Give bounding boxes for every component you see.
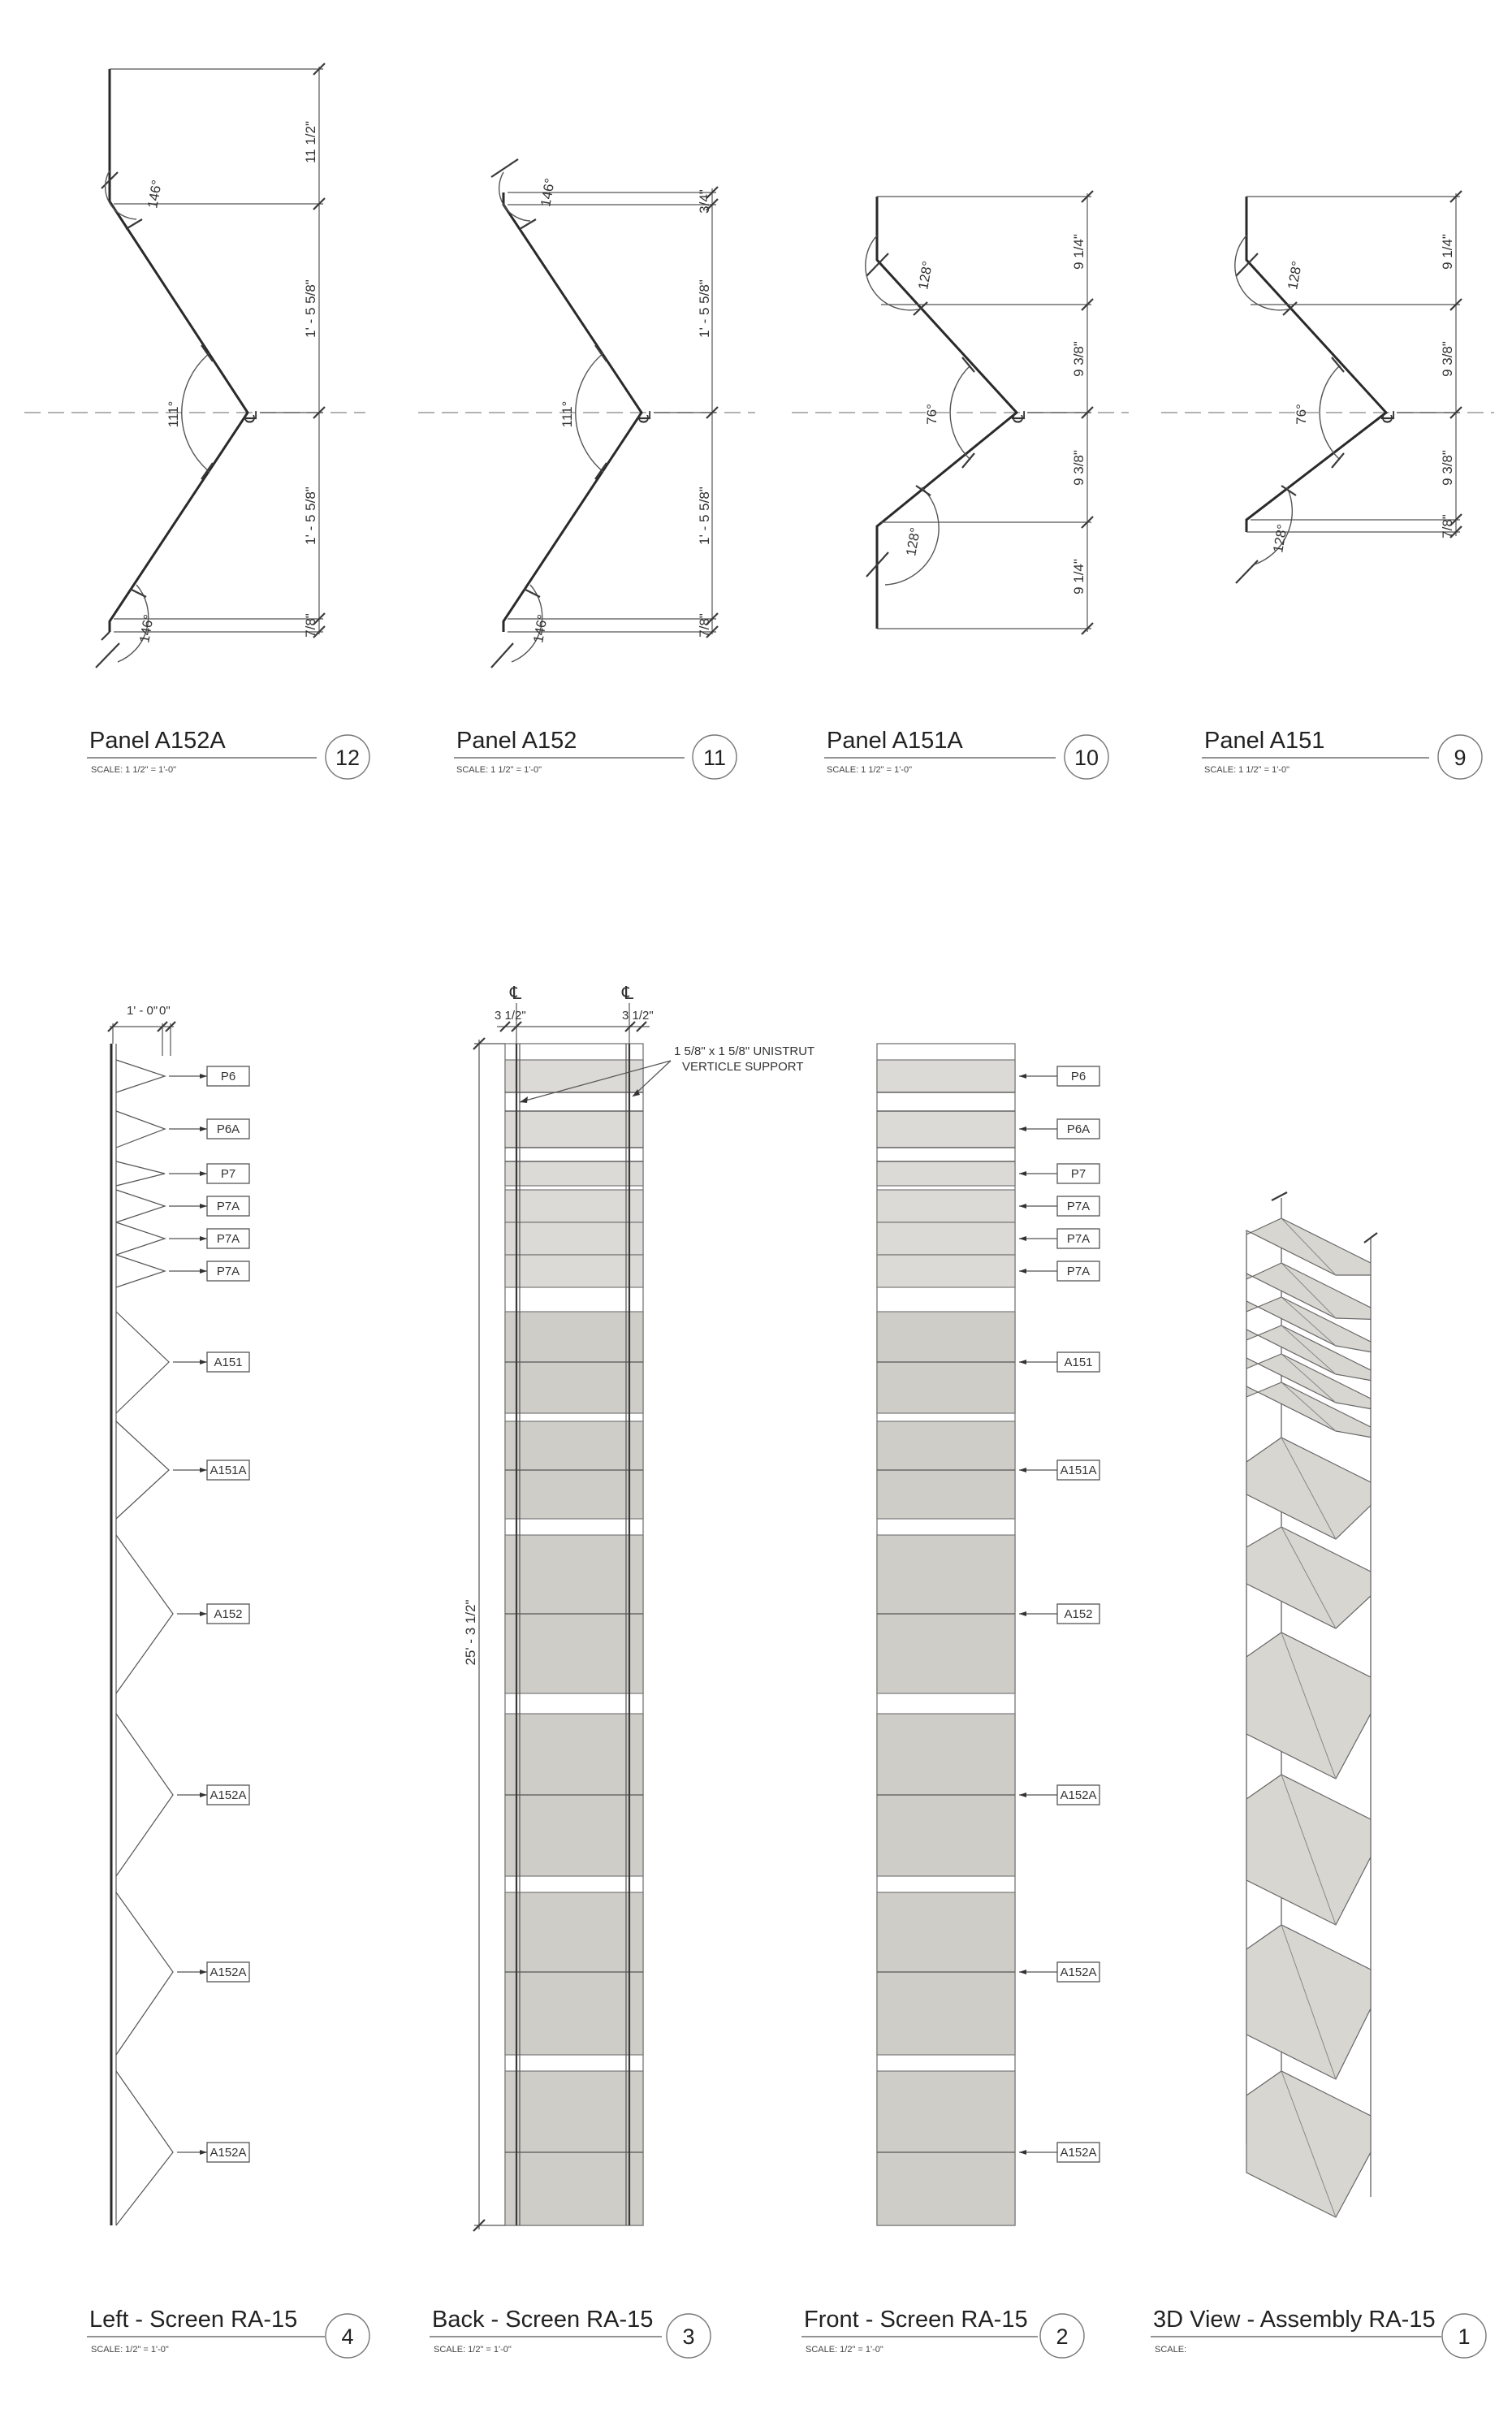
dim-text: 0" xyxy=(159,1004,171,1018)
dim-text: 9 1/4" xyxy=(1071,234,1086,270)
panel-tag-label: P7 xyxy=(1070,1167,1086,1181)
arrow-icon xyxy=(200,1792,207,1797)
view-number: 9 xyxy=(1454,746,1467,770)
front-panel xyxy=(877,1111,1015,1148)
view-number: 3 xyxy=(682,2324,695,2349)
view-scale: SCALE: 1/2" = 1'-0" xyxy=(91,2345,169,2355)
panel-tag-label: A152A xyxy=(210,2146,247,2160)
view-number: 1 xyxy=(1458,2324,1471,2349)
panel-tag-label: P7A xyxy=(1066,1232,1091,1246)
back-panel xyxy=(505,1161,643,1186)
view-number: 2 xyxy=(1056,2324,1069,2349)
arrow-icon xyxy=(200,1074,207,1079)
dim-text: 3 1/2" xyxy=(622,1009,654,1023)
detail-title: Panel A151 xyxy=(1204,728,1325,754)
iso-panels xyxy=(1246,1218,1371,2217)
callout-note: VERTICLE SUPPORT xyxy=(682,1060,804,1074)
view-title: Left - Screen RA-15 xyxy=(89,2307,298,2333)
panel-tag-label: P6 xyxy=(220,1070,236,1083)
angle-text: 128° xyxy=(915,260,935,292)
panel-profile xyxy=(116,1111,165,1148)
panel-profile xyxy=(116,2071,173,2225)
dim-text: 7/8" xyxy=(697,613,712,638)
panel-profile xyxy=(116,1714,173,1876)
detail-scale: SCALE: 1 1/2" = 1'-0" xyxy=(827,765,912,775)
angle-text: 146° xyxy=(530,613,551,645)
view-scale: SCALE: xyxy=(1155,2345,1187,2355)
centerline-symbol: ℄ xyxy=(634,410,654,423)
arrow-icon xyxy=(1019,1127,1026,1131)
panel-tag-label: A151A xyxy=(210,1464,247,1477)
angle-text: 146° xyxy=(136,613,157,645)
panel-profile xyxy=(116,1312,169,1413)
angle-text: 128° xyxy=(1285,260,1305,292)
view-title: Back - Screen RA-15 xyxy=(432,2307,654,2333)
angle-text: 146° xyxy=(538,177,558,209)
panel-tag-label: P7A xyxy=(1066,1200,1091,1213)
arrow-icon xyxy=(1019,1611,1026,1616)
iso-assembly-view xyxy=(1151,1192,1486,2358)
front-panel-bands xyxy=(877,1060,1015,2225)
panel-tag-label: A152A xyxy=(1060,2146,1097,2160)
front-panel xyxy=(877,1161,1015,1186)
panel-profile xyxy=(116,1421,169,1519)
detail-panel-a151a xyxy=(792,191,1129,779)
dim-text: 3 1/2" xyxy=(495,1009,526,1023)
arrow-icon xyxy=(1019,1360,1026,1364)
front-panel xyxy=(877,1255,1015,1287)
panel-profile xyxy=(116,1060,165,1092)
angle-text: 76° xyxy=(924,404,940,425)
panel-tag-label: A152A xyxy=(1060,1965,1097,1979)
panel-profile xyxy=(116,1535,173,1693)
angle-text: 111° xyxy=(559,400,575,428)
arrow-icon xyxy=(200,1236,207,1241)
panel-profile xyxy=(116,1255,165,1287)
panel-tag-label: P7A xyxy=(216,1200,240,1213)
dim-text: 1' - 5 5/8" xyxy=(303,486,318,545)
centerline-symbol: ℄ xyxy=(1378,410,1398,423)
arrow-icon xyxy=(1019,1074,1026,1079)
dim-text: 9 3/8" xyxy=(1071,450,1086,486)
panel-tag-label: P7A xyxy=(216,1265,240,1278)
arrow-icon xyxy=(200,2150,207,2155)
panel-tag-label: P6A xyxy=(1066,1122,1091,1136)
angle-text: 128° xyxy=(1270,523,1290,555)
arrow-icon xyxy=(1019,1792,1026,1797)
back-panel xyxy=(505,1255,643,1287)
detail-scale: SCALE: 1 1/2" = 1'-0" xyxy=(1204,765,1290,775)
callout-note: 1 5/8" x 1 5/8" UNISTRUT xyxy=(674,1044,815,1058)
panel-tag-label: A151 xyxy=(214,1356,243,1369)
panel-profile xyxy=(116,1222,165,1255)
detail-title: Panel A152A xyxy=(89,728,226,754)
back-screen-view xyxy=(430,983,814,2358)
panel-tag-label: A152A xyxy=(1060,1788,1097,1802)
front-panel xyxy=(877,1060,1015,1092)
angle-text: 76° xyxy=(1294,404,1309,425)
arrow-icon xyxy=(1019,1468,1026,1472)
panel-tag-label: A152A xyxy=(210,1788,247,1802)
panel-tag-label: P7A xyxy=(216,1232,240,1246)
detail-title: Panel A151A xyxy=(827,728,963,754)
centerline-symbol: ℄ xyxy=(510,983,522,1003)
dim-text: 11 1/2" xyxy=(303,120,318,164)
back-panel xyxy=(505,1190,643,1222)
back-panel xyxy=(505,1111,643,1148)
view-number: 12 xyxy=(335,746,361,770)
detail-scale: SCALE: 1 1/2" = 1'-0" xyxy=(91,765,176,775)
dim-text: 1' - 5 5/8" xyxy=(303,279,318,338)
arrow-icon xyxy=(200,1269,207,1274)
arrow-icon xyxy=(1019,1171,1026,1176)
dim-text: 7/8" xyxy=(1440,514,1455,538)
dim-text: 7/8" xyxy=(303,613,318,638)
front-panel xyxy=(877,1222,1015,1255)
front-panel xyxy=(877,2071,1015,2225)
dim-text: 9 3/8" xyxy=(1440,450,1455,486)
panel-tag-label: P6A xyxy=(216,1122,240,1136)
detail-scale: SCALE: 1 1/2" = 1'-0" xyxy=(456,765,542,775)
panel-tag-label: P6 xyxy=(1070,1070,1086,1083)
front-panel xyxy=(877,1892,1015,2055)
front-screen-view xyxy=(801,1044,1084,2358)
dim-text: 9 3/8" xyxy=(1440,341,1455,377)
panel-tag-label: A151A xyxy=(1060,1464,1097,1477)
centerline-symbol: ℄ xyxy=(622,983,634,1003)
dim-text: 1' - 5 5/8" xyxy=(697,279,712,338)
detail-panel-a152a xyxy=(24,63,369,779)
back-panel-bands xyxy=(505,1060,643,2225)
detail-panel-a152 xyxy=(418,159,755,779)
dim-text: 1' - 5 5/8" xyxy=(697,486,712,545)
arrow-icon xyxy=(200,1204,207,1209)
arrow-icon xyxy=(1019,1269,1026,1274)
view-scale: SCALE: 1/2" = 1'-0" xyxy=(806,2345,883,2355)
panel-tag-label: A151 xyxy=(1064,1356,1093,1369)
panel-tag-label: A152 xyxy=(1064,1607,1093,1621)
dim-text: 9 3/8" xyxy=(1071,341,1086,377)
angle-text: 128° xyxy=(903,526,923,558)
dim-text: 3/4" xyxy=(697,189,712,214)
view-scale: SCALE: 1/2" = 1'-0" xyxy=(434,2345,512,2355)
back-panel xyxy=(505,1222,643,1255)
arrow-icon xyxy=(200,1360,207,1364)
panel-tag-label: P7A xyxy=(1066,1265,1091,1278)
back-panel xyxy=(505,1892,643,2055)
dim-text: 9 1/4" xyxy=(1071,559,1086,595)
panel-tag-label: P7 xyxy=(220,1167,236,1181)
view-title: 3D View - Assembly RA-15 xyxy=(1153,2307,1436,2333)
view-title: Front - Screen RA-15 xyxy=(804,2307,1028,2333)
dim-text: 25' - 3 1/2" xyxy=(463,1599,478,1666)
arrow-icon xyxy=(200,1127,207,1131)
arrow-icon xyxy=(200,1171,207,1176)
detail-title: Panel A152 xyxy=(456,728,577,754)
arrow-icon xyxy=(1019,1204,1026,1209)
centerline-symbol: ℄ xyxy=(240,410,261,423)
dim-text: 1' - 0" xyxy=(127,1004,158,1018)
panel-profile xyxy=(116,1161,165,1186)
panel-tag-label: A152 xyxy=(214,1607,243,1621)
panel-profile xyxy=(116,1190,165,1222)
panel-tag-label: A152A xyxy=(210,1965,247,1979)
panel-profile xyxy=(116,1892,173,2055)
arrow-icon xyxy=(200,1970,207,1974)
arrow-icon xyxy=(1019,1970,1026,1974)
arrow-icon xyxy=(200,1611,207,1616)
arrow-icon xyxy=(1019,2150,1026,2155)
dim-text: 9 1/4" xyxy=(1440,234,1455,270)
centerline-symbol: ℄ xyxy=(1009,410,1029,423)
arrow-icon xyxy=(1019,1236,1026,1241)
view-number: 10 xyxy=(1074,746,1099,770)
arrow-icon xyxy=(200,1468,207,1472)
angle-text: 111° xyxy=(166,400,181,428)
back-panel xyxy=(505,2071,643,2225)
detail-panel-a151 xyxy=(1161,191,1494,779)
view-number: 4 xyxy=(341,2324,354,2349)
front-panel xyxy=(877,1190,1015,1222)
view-number: 11 xyxy=(702,746,727,770)
angle-text: 146° xyxy=(145,179,165,210)
